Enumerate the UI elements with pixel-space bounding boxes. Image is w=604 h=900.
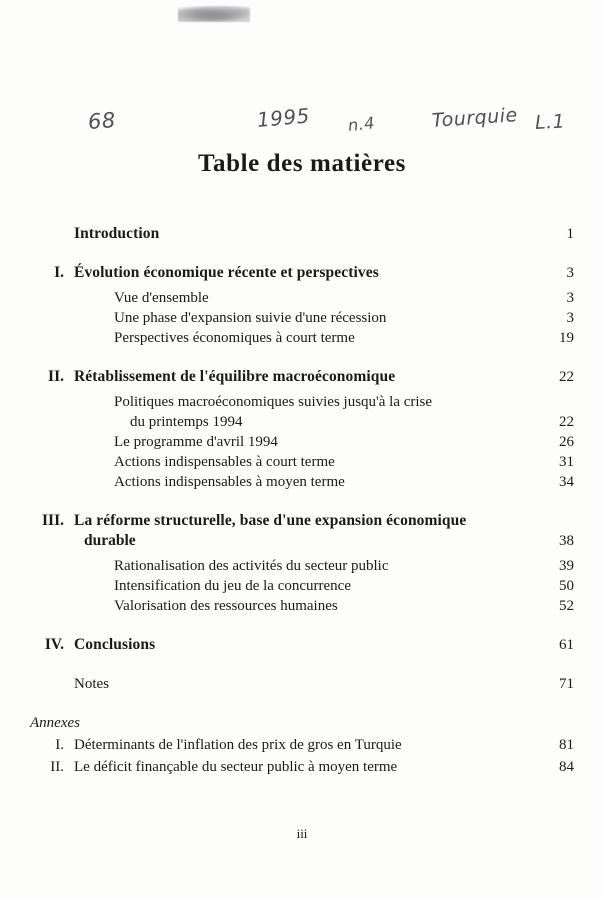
toc-entry[interactable] [30,290,574,307]
toc-entry[interactable] [30,676,574,693]
annex-entry-number: I. [55,737,64,753]
toc-entry-label: La réforme structurelle, base d'une expansion économique [74,512,467,529]
toc-entry-page: 38 [559,533,574,549]
toc-entry-label: Perspectives économiques à court terme [114,330,355,346]
toc-entry-label: Une phase d'expansion suivie d'une récession [114,310,387,326]
toc-entry-page: 61 [559,637,574,653]
toc-entry[interactable] [30,394,574,411]
toc-entry[interactable] [30,264,574,282]
toc-entry-page: 3 [566,310,574,326]
toc-entry-page: 3 [566,290,574,306]
toc-entry-label: durable [84,532,136,549]
handwritten-mark-3: n.4 [347,113,376,135]
handwritten-mark-4: Tourquie [431,104,519,132]
handwritten-smudge-icon [178,6,250,22]
annexes-heading: Annexes [30,715,80,731]
toc-entry-page: 39 [559,558,574,574]
toc-entry-label: Rétablissement de l'équilibre macroéconomique [74,368,396,385]
toc-entry-label: Notes [74,676,109,692]
toc-entry[interactable] [30,414,574,431]
toc-entry[interactable] [30,225,574,243]
toc-entry[interactable] [30,368,574,386]
toc-entry[interactable] [30,310,574,327]
toc-entry-label: Rationalisation des activités du secteur public [114,558,389,574]
toc-entry-page: 26 [559,434,574,450]
toc-entry[interactable] [30,598,574,615]
toc-entry[interactable] [30,512,574,530]
page-title: Table des matières [197,150,407,177]
toc-entry-label: Actions indispensables à court terme [114,454,335,470]
toc-entry-label: Actions indispensables à moyen terme [114,474,345,490]
toc-entry-page: 1 [566,226,574,242]
toc-entry-number: IV. [44,636,64,653]
toc-entry[interactable] [30,558,574,575]
annex-entry[interactable] [30,737,574,754]
toc-entry-label: Introduction [74,225,160,242]
toc-entry[interactable] [30,636,574,654]
toc-entry-page: 52 [559,598,574,614]
annex-entry[interactable] [30,759,574,776]
toc-entry[interactable] [30,434,574,451]
toc-entry-label: Intensification du jeu de la concurrence [114,578,351,594]
toc-entry-page: 71 [559,676,574,692]
handwritten-mark-1: 68 [87,108,117,134]
toc-entry[interactable] [30,474,574,491]
toc-entry-label: Évolution économique récente et perspectives [74,264,379,281]
toc-entry[interactable] [30,454,574,471]
toc-entry-page: 19 [559,330,574,346]
toc-entry-number: I. [54,264,64,281]
toc-entry-page: 22 [559,414,574,430]
toc-entry-page: 31 [559,454,574,470]
toc-entry-label: du printemps 1994 [130,414,243,430]
toc-entry-label: Politiques macroéconomiques suivies jusqu'à la crise [114,394,433,410]
toc-entry-label: Conclusions [74,636,156,653]
table-of-contents [30,225,574,776]
toc-entry-label: Vue d'ensemble [114,290,209,306]
toc-entry-page: 34 [559,474,574,490]
annex-entry-page: 84 [559,759,574,775]
handwritten-mark-2: 1995 [255,103,311,132]
toc-entry-page: 22 [559,369,574,385]
annex-entry-page: 81 [559,737,574,753]
handwritten-mark-5: L.1 [534,110,566,134]
toc-entry-number: III. [42,512,64,529]
toc-entry[interactable] [30,330,574,347]
toc-entry-page: 50 [559,578,574,594]
toc-entry[interactable] [30,532,574,550]
toc-entry-label: Valorisation des ressources humaines [114,598,338,614]
annex-entry-number: II. [50,759,64,775]
toc-entry-number: II. [48,368,64,385]
page-folio: iii [296,826,308,841]
toc-entry[interactable] [30,578,574,595]
annex-entry-label: Déterminants de l'inflation des prix de gros en Turquie [74,737,402,753]
toc-entry-page: 3 [566,265,574,281]
annex-entry-label: Le déficit finançable du secteur public à moyen terme [74,759,398,775]
toc-entry-label: Le programme d'avril 1994 [114,434,278,450]
